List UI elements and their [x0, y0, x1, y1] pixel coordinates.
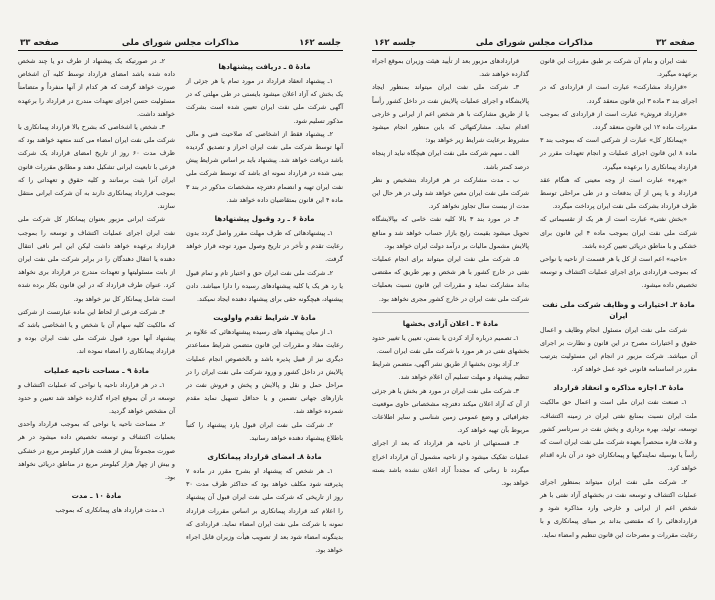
paragraph: ۱ـ هر شخص که پیشنهاد او بشرح مقرر در ماده ۷ پذیرفته شود مکلف خواهد بود که حداکثر ظرف مدت ۳۰ روز از تاریخی که شرکت ملی نفت ایران قبول آن پیشنهاد را اعلام کند قرارداد پیمانکاری بر اساس مقررات قرارداد نمونه با شرکت ملی نفت ایران امضاء نماید. قراردادی که بدینگونه امضاء شود بعد از تصویب هیأت وزیران قابل اجراء خواهد بود.	[186, 467, 343, 555]
paragraph: ۱ـ تصمیم درباره آزاد کردن یا بستن، تعیین یا تغییر حدود بخشهای نفتی در هر مورد با شرکت ملی نفت ایران است.	[372, 333, 529, 356]
paragraph: ۵ـ شرکت ملی نفت ایران میتواند برای انجام عملیات نفتی در خارج کشور با هر شخص و بهر طریق که مقتضی بداند مشارکت نماید و مقررات این قانون نسبت بعملیات شرکت ملی نفت ایران در خارج کشور مجری نخواهد بود.	[372, 255, 529, 303]
paragraph: ۲ـ شرکت ملی نفت ایران حق و اختیار تام و تمام قبول یا رد هر یک یا کلیه پیشنهادهای رسیده را دارا میباشد. دادن پیشنهاد، هیچگونه حقی برای پیشنهاد دهنده ایجاد نمیکند.	[186, 268, 343, 304]
paragraph: ۲ـ شرکت ملی نفت ایران میتواند بمنظور اجرای عملیات اکتشاف و توسعه نفت در بخشهای آزاد نفتی با هر شخص اعم از ایرانی و خارجی وارد مذاکره شود و قراردادهائی را که مقتضی بداند بر مبنای پیمانکاری و با رعایت مقررات و مصرحات این قانون تنظیم و امضاء نماید.	[540, 477, 697, 539]
paragraph: ۱ـ در هر قرارداد ناحیه یا نواحی که عملیات اکتشاف و توسعه در آن بموقع اجراء گذارده خواهد شد تعیین و حدود آن مشخص خواهد گردید.	[18, 380, 175, 416]
session-label: جلسه ۱۶۲	[374, 38, 416, 48]
left-page	[18, 0, 343, 600]
paragraph: الف ـ سهم شرکت ملی نفت ایران هیچگاه نباید از پنجاه درصد کمتر باشد.	[372, 149, 529, 171]
article-heading: مادهٔ ۵ ـ دریافت پیشنهادها	[218, 62, 311, 71]
publication-title: مذاکرات مجلس شورای ملی	[475, 38, 594, 48]
page-number: صفحه ۳۲	[656, 38, 695, 48]
paragraph: نفت ایران و بنام آن شرکت بر طبق مقررات این قانون برعهده میگیرد.	[540, 57, 697, 79]
text-column-right	[186, 55, 343, 558]
paragraph: شرکت ایرانی مزبور بعنوان پیمانکار کل شرکت ملی نفت ایران اجرای عملیات اکتشاف و توسعه را بموجب قرارداد برعهده خواهد داشت لیکن این امر نافی انتقال دهنده یا انتقال دهندگان را در برابر شرکت ملی نفت ایران از بابت مسئولیتها و تعهدات مندرج در قرارداد بری نخواهد کرد. عنوان طرف قرارداد که در این قانون بکار برده شده است شامل پیمانکار کل نیز خواهد بود.	[18, 215, 175, 303]
paragraph: ۳ـ شرکت ملی نفت ایران میتواند بمنظور ایجاد پالایشگاه و اجرای عملیات پالایش نفت در داخل کشور رأساً یا از طریق مشارکت با هر شخص اعم از ایرانی و خارجی اقدام نماید. مشارکتهائی که باین منظور انجام میشود مشروط برعایت شرایط زیر خواهد بود:	[372, 83, 529, 145]
text-column-left	[372, 55, 529, 490]
text-column-right	[540, 55, 697, 542]
page-number: صفحه ۳۳	[20, 38, 59, 48]
article-heading: مادهٔ ۳ـ اجازه مذاکره و انعقاد قرارداد	[553, 383, 684, 393]
page-header	[18, 38, 343, 51]
paragraph: «بهره» عبارت است از وجه معینی که هنگام عقد قرارداد و یا پس از آن بدفعات و در طی مراحلی توسط طرف قرارداد بشرکت ملی نفت ایران پرداخت میگردد.	[540, 175, 697, 211]
session-label: جلسه ۱۶۲	[299, 38, 341, 48]
paragraph: ۴ـ در مورد بند ۳ بالا کلیه نفت خامی که بپالایشگاه تحویل میشود بقیمت رایج بازار حساب خواهد شد و منافع پالایش مشمول مالیات بر درآمد دولت ایران خواهد بود.	[372, 215, 529, 250]
publication-title: مذاکرات مجلس شورای ملی	[121, 38, 240, 48]
paragraph: ۱ـ پیشنهاد انعقاد قرارداد در مورد تمام یا هر جزئی از یک بخش که آزاد اعلان میشود بایستی در طی مهلتی که در آگهی شرکت ملی نفت ایران تعیین شده است بشرکت مذکور تسلیم شود.	[186, 77, 343, 125]
article-heading: مادهٔ ۲ـ اختیارات و وظایف شرکت ملی نفت ایران	[542, 299, 695, 320]
paragraph: «قرارداد فروش» عبارت است از قراردادی که بموجب مقررات ماده ۱۲ این قانون منعقد گردد.	[540, 109, 697, 132]
paragraph: ۳ـ شخص یا اشخاصی که بشرح بالا قرارداد پیمانکاری با شرکت ملی نفت ایران امضاء می کنند متعهد خواهند بود که ظرف مدت ۶۰ روز از تاریخ امضای قرارداد یک شرکت فرعی با تابعیت ایرانی تشکیل دهند و مطابق مقررات قانون ایران آنرا بثبت برسانند و کلیه حقوق و تعهداتی را که بموجب قرارداد پیمانکاری دارند به آن شرکت ایرانی منتقل سازند.	[18, 123, 175, 211]
paragraph: ۲ـ در صورتیکه یک پیشنهاد از طرف دو یا چند شخص داده شده باشد امضای قرارداد توسط کلیه آن اشخاص صورت خواهد گرفت که هر کدام از آنها منفرداً و متضامناً مسئولیت حسن اجرای تعهدات مندرج در قرارداد را برعهده خواهند داشت.	[18, 57, 175, 118]
paragraph: «قرارداد مشارکت» عبارت است از قراردادی که در اجرای بند ۳ ماده ۳ این قانون منعقد گردد.	[540, 83, 697, 105]
page-header	[372, 38, 697, 51]
paragraph: ۲ـ پیشنهاد فقط از اشخاصی که صلاحیت فنی و مالی آنها توسط شرکت ملی نفت ایران احراز و تصدیق گردیده باشد دریافت خواهد شد. پیشنهاد باید بر اساس شرایط پیش بینی شده در قرارداد نمونه ای باشد که توسط شرکت ملی نفت ایران تهیه و انضمام دفترچه مشخصات مذکور در بند ۳ ماده ۴ این قانون بمتقاضیان داده خواهد شد.	[186, 129, 343, 204]
paragraph: ۱ـ صنعت نفت ایران ملی است و اعمال حق مالکیت ملت ایران نسبت بمنابع نفتی ایران در زمینه اکتشاف، توسعه، تولید، بهره برداری و پخش نفت در سرتاسر کشور و فلات قاره منحصراً بعهده شرکت ملی نفت ایران است که رأساً یا بوسیله نمایندگیها و پیمانکاران خود در آن باره اقدام خواهد کرد.	[540, 398, 697, 473]
paragraph: ۱ـ مدت قرارداد های پیمانکاری که بموجب	[55, 506, 165, 515]
article-heading: مادهٔ ۴ ـ اعلان آزادی بخشها	[372, 312, 529, 329]
paragraph: ب ـ مدت مشارکت در هر قرارداد بتشخیص و نظر شرکت ملی نفت ایران معین خواهد شد ولی در هر حال این مدت از بیست سال تجاوز نخواهد کرد.	[372, 175, 529, 211]
paragraph: ۴ـ قسمتهائی از ناحیه هر قرارداد که بعد از اجرای عملیات تفکیک میشود و از ناحیه مشمول آن قرارداد اخراج میگردد تا زمانی که مجدداً آزاد اعلان نشده باشد بسته خواهد بود.	[372, 439, 529, 488]
paragraph: ۲ـ آزاد بودن بخشها از طریق نشر آگهی، متضمن شرایط تنظیم پیشنهاد و مهلت تسلیم آن اعلام خواهد شد.	[372, 360, 529, 382]
paragraph: شرکت ملی نفت ایران مسئول انجام وظایف و اعمال حقوق و اختیارات مصرح در این قانون و نظارت بر اجرای آن میباشد. شرکت مزبور در انجام این مسئولیت بترتیب مقرر در اساسنامه قانونی خود عمل خواهد کرد.	[540, 325, 697, 374]
paragraph: ۴ـ شرکت فرعی از لحاظ این ماده عبارتست از شرکتی که مالکیت کلیه سهام آن با شخص و یا اشخاصی باشد که پیشنهاد آنها مورد قبول شرکت ملی نفت ایران بوده و قرارداد پیمانکاری را امضاء نموده اند.	[18, 307, 175, 356]
article-heading: مادهٔ ۶ ـ رد وقبول پیشنهادها	[214, 214, 315, 224]
paragraph: ۱ـ از میان پیشنهاد های رسیده پیشنهادهائی که علاوه بر رعایت مفاد و مقررات این قانون متضمن شرایط مساعدتر دیگری نیز از قبیل پذیره باشد و بالخصوص انجام عملیات پالایش در داخل کشور و ورود شرکت ملی نفت ایران را در مراحل حمل و نقل و پالایش و پخش و فروش نفت در بازارهای جهانی تضمین و یا حداقل تسهیل نماید مقدم شمرده خواهد شد.	[186, 328, 343, 416]
paragraph: ۱ـ پیشنهادهائی که ظرف مهلت مقرر واصل گردد بدون رعایت تقدم و تأخر در تاریخ وصول مورد توجه قرار خواهد گرفت.	[186, 229, 343, 264]
paragraph: ۲ـ مساحت ناحیه یا نواحی که بموجب قرارداد واحدی بعملیات اکتشاف و توسعه تخصیص داده میشود در هر صورت مجموعاً بیش از هشت هزار کیلومتر مربع در خشکی و بیش از چهار هزار کیلومتر مربع در مناطق دریائی نخواهد بود.	[18, 420, 175, 482]
paragraph: ۳ـ شرکت ملی نفت ایران در مورد هر بخش یا هر جزئی از آن که آزاد اعلان میکند دفترچه مشخصاتی حاوی موقعیت جغرافیائی و وضع عمومی زمین شناسی و سایر اطلاعات مربوط بآن تهیه خواهد کرد.	[372, 386, 529, 435]
right-page	[372, 0, 697, 600]
article-heading: مادهٔ ۱۰ ـ مدت	[71, 491, 122, 501]
article-heading: مادهٔ ۹ ـ مساحت ناحیه عملیات	[43, 365, 150, 375]
text-column-left	[18, 55, 175, 518]
paragraph: ۲ـ شرکت ملی نفت ایران قبول یارد پیشنهاد را کتباً باطلاع پیشنهاد دهنده خواهد رسانید.	[186, 420, 343, 442]
paragraph: «پیمانکار کل» عبارت از شرکتی است که بموجب بند ۳ ماده ۸ این قانون اجرای عملیات و انجام تعهدات مقرر در قرارداد پیمانکاری را برعهده میگیرد.	[540, 136, 697, 171]
article-heading: مادهٔ ۸ـ امضای قرارداد پیمانکاری	[207, 452, 322, 462]
article-heading: مادهٔ ۷ـ شرایط تقدم واولویت	[213, 313, 316, 323]
paragraph: قراردادهای مزبور بعد از تأیید هیئت وزیران بموقع اجراء گذارده خواهند شد.	[372, 57, 529, 79]
paragraph: «بخش نفتی» عبارت است از هر یک از تقسیماتی که شرکت ملی نفت ایران بموجب ماده ۴ این قانون برای خشکی و یا مناطق دریائی تعیین کرده باشد.	[540, 215, 698, 250]
paragraph: «ناحیه» اعم است از کل یا هر قسمت از ناحیه یا نواحی که بموجب قراردادی برای اجرای عملیات اکتشاف و توسعه تخصیص داده میشود.	[540, 255, 697, 290]
